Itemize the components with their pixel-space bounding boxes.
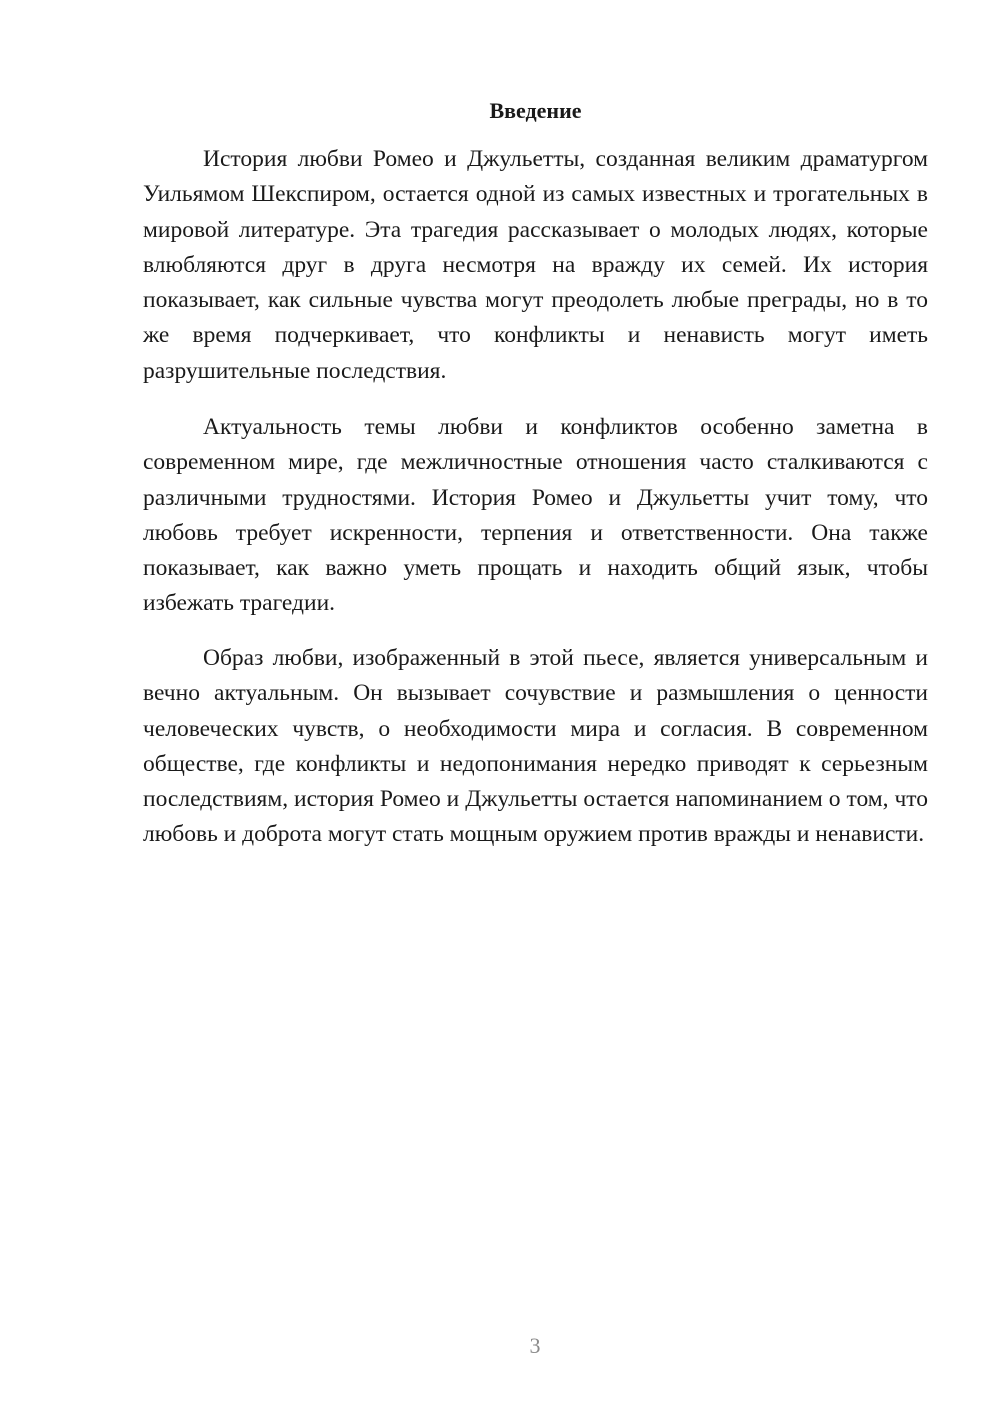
page-number: 3 bbox=[529, 1333, 541, 1358]
paragraph-1: История любви Ромео и Джульетты, созданная великим драматургом Уильямом Шекспиром, остается одной из самых известных и трогательных в мировой литературе. Эта трагедия рассказывает о молодых людях, которые влюбляются друг в друга несмотря на вражду их семей. Их история показывает, как сильные чувства могут преодолеть любые преграды, но в то же время подчеркивает, что конфликты и ненависть могут иметь разрушительные последствия. bbox=[143, 146, 928, 384]
paragraph-3: Образ любви, изображенный в этой пьесе, является универсальным и вечно актуальным. Он вызывает сочувствие и размышления о ценности человеческих чувств, о необходимости мира и согласия. В современном обществе, где конфликты и недопонимания нередко приводят к серьезным последствиям, история Ромео и Джульетты остается напоминанием о том, что любовь и доброта могут стать мощным оружием против вражды и ненависти. bbox=[143, 645, 928, 848]
paragraph-2: Актуальность темы любви и конфликтов особенно заметна в современном мире, где межличностные отношения часто сталкиваются с различными трудностями. История Ромео и Джульетты учит тому, что любовь требует искренности, терпения и ответственности. Она также показывает, как важно уметь прощать и находить общий язык, чтобы избежать трагедии. bbox=[143, 414, 928, 617]
section-title: Введение bbox=[489, 98, 582, 123]
